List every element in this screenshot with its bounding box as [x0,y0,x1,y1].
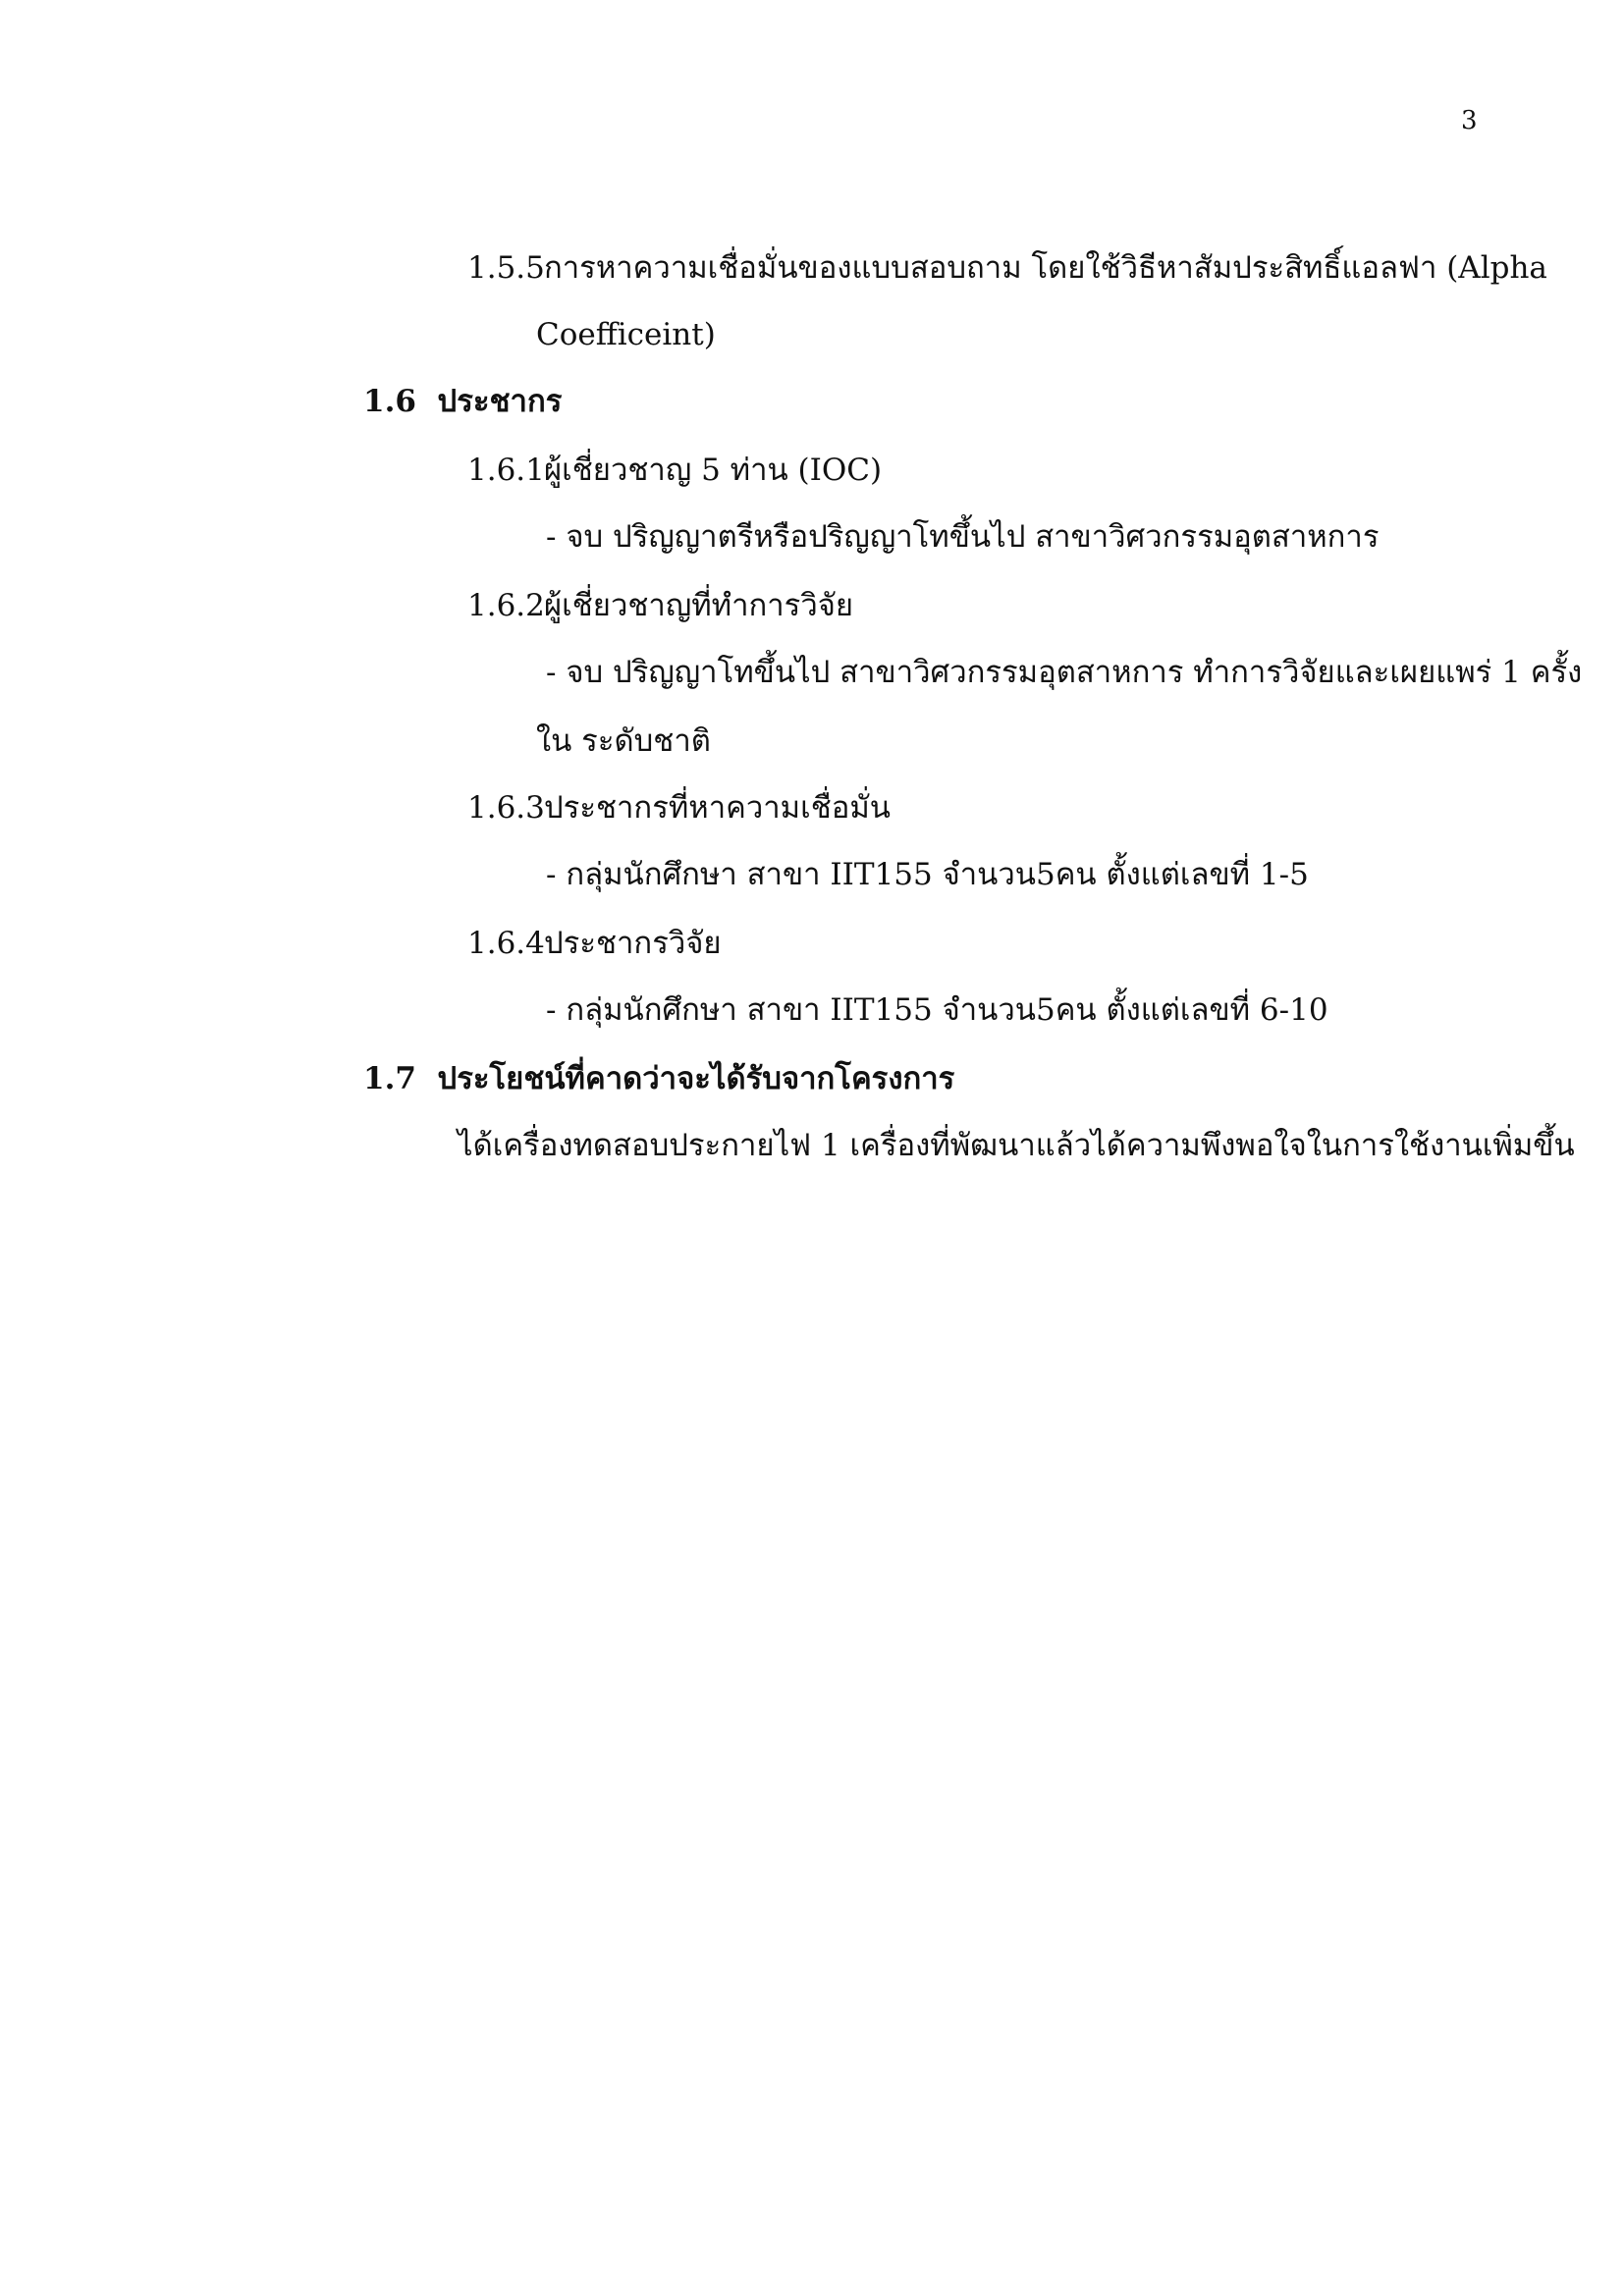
section-1-7-body: ได้เครื่องทดสอบประกายไฟ 1 เครื่องที่พัฒนาแล้วได้ความพึงพอใจในการใช้งานเพิ่มขึ้น [458,1128,1575,1163]
item-1-6-2-detail-continuation: ใน ระดับชาติ [536,723,711,759]
item-1-6-1-detail: - จบ ปริญญาตรีหรือปริญญาโทขึ้นไป สาขาวิศวกรรมอุตสาหการ [546,519,1380,555]
section-number: 1.7 [363,1061,416,1096]
item-1-5-5 [467,250,1547,286]
item-text: การหาความเชื่อมั่นของแบบสอบถาม โดยใช้วิธีหาสัมประสิทธิ์แอลฟา (Alpha [544,250,1547,286]
item-title: ประชากรวิจัย [544,926,722,961]
item-title: ผู้เชี่ยวชาญ 5 ท่าน (IOC) [544,453,883,488]
item-1-6-3 [467,790,891,826]
section-heading-1-6 [363,384,563,419]
item-1-6-4-detail: - กลุ่มนักศึกษา สาขา IIT155 จำนวน5คน ตั้งแต่เลขที่ 6-10 [546,992,1328,1028]
item-number: 1.6.4 [467,926,545,961]
item-1-5-5-continuation: Coefficeint) [536,317,716,352]
item-title: ประชากรที่หาความเชื่อมั่น [544,790,891,826]
item-1-6-2-detail: - จบ ปริญญาโทขึ้นไป สาขาวิศวกรรมอุตสาหการ ทำการวิจัยและเผยแพร่ 1 ครั้ง [546,655,1583,690]
page-number: 3 [1461,106,1478,135]
item-1-6-3-detail: - กลุ่มนักศึกษา สาขา IIT155 จำนวน5คน ตั้งแต่เลขที่ 1-5 [546,857,1309,892]
item-number: 1.6.3 [467,790,545,826]
item-number: 1.5.5 [467,250,545,286]
section-heading-1-7 [363,1061,955,1096]
section-title: ประโยชน์ที่คาดว่าจะได้รับจากโครงการ [437,1061,955,1096]
item-number: 1.6.2 [467,588,545,623]
item-1-6-4 [467,926,722,961]
item-title: ผู้เชี่ยวชาญที่ทำการวิจัย [544,588,854,623]
section-number: 1.6 [363,384,416,419]
item-1-6-1 [467,455,882,486]
item-number: 1.6.1 [467,453,545,488]
section-title: ประชากร [437,384,563,419]
item-1-6-2 [467,588,854,623]
